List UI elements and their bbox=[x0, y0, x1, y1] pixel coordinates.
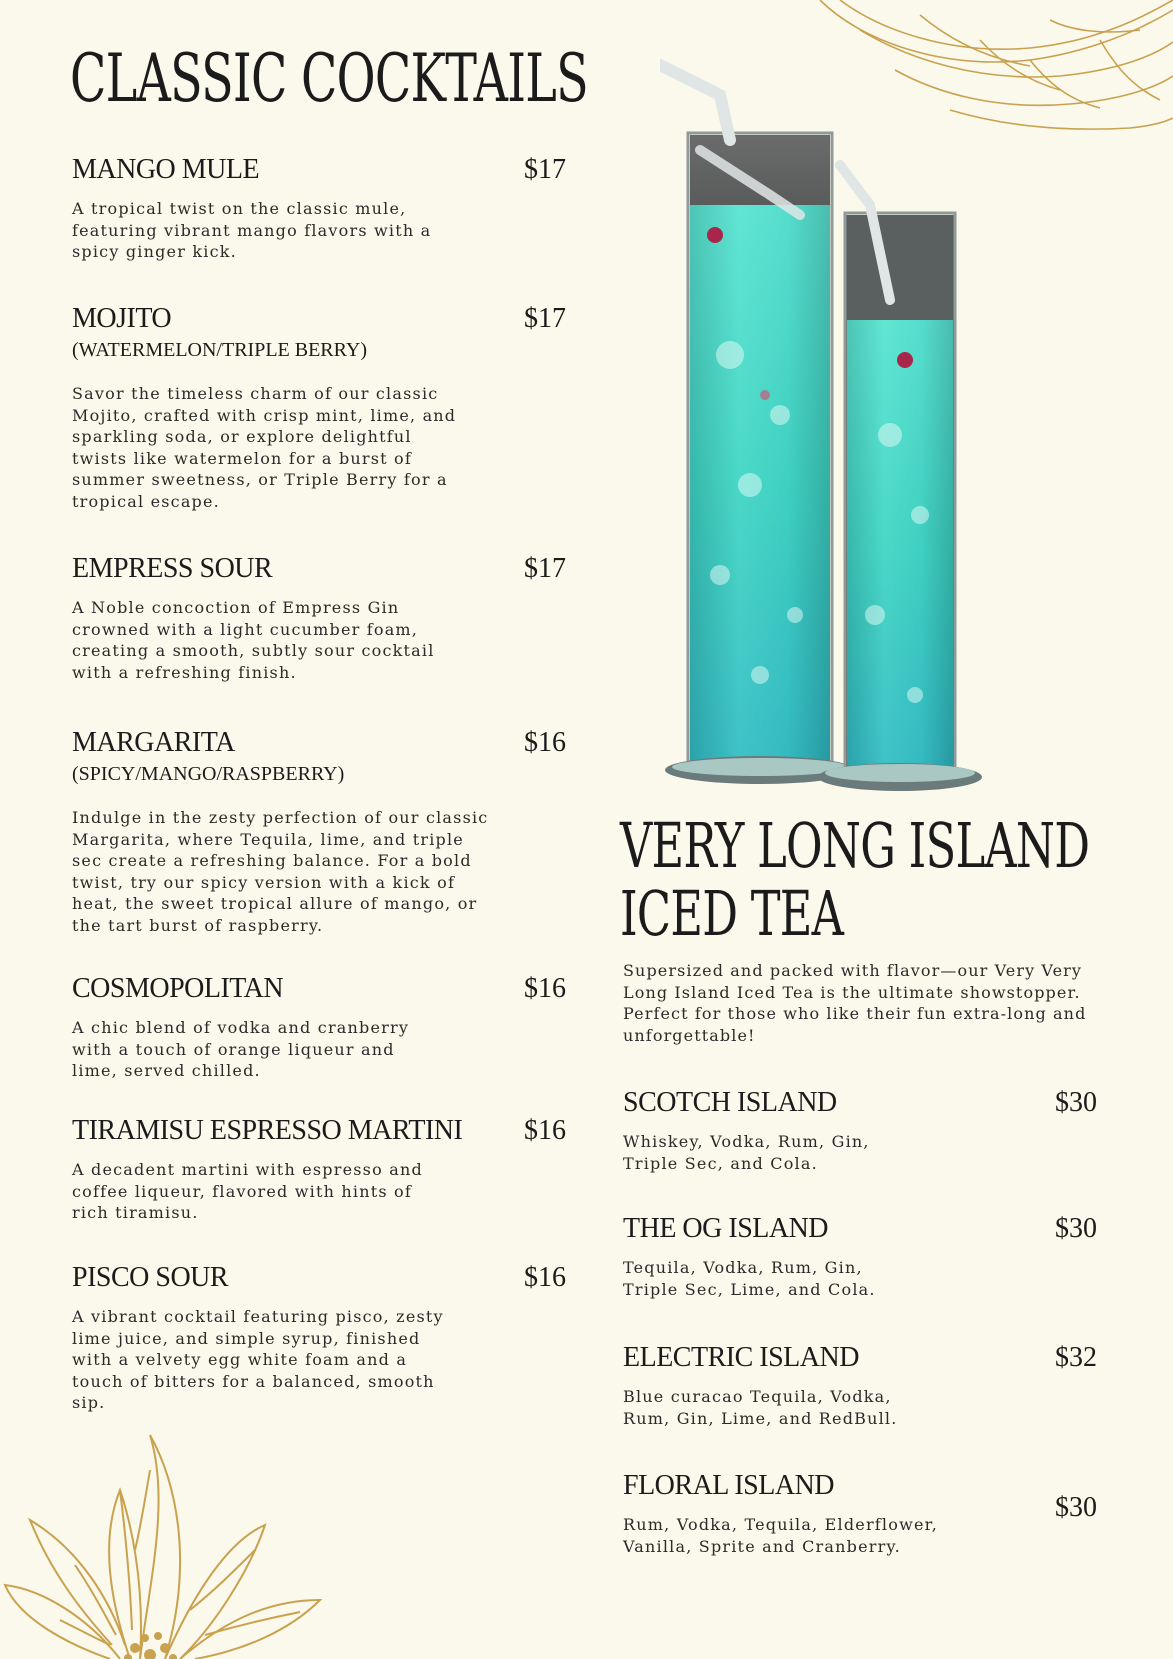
cocktail-glasses-photo bbox=[660, 55, 1030, 795]
item-price: $16 bbox=[524, 1115, 566, 1146]
section-title-very-long-island-iced-tea bbox=[620, 809, 1090, 950]
item-description: Blue curacao Tequila, Vodka, Rum, Gin, Lime, and RedBull. bbox=[623, 1387, 898, 1428]
title-line-2: ICED TEA bbox=[620, 877, 844, 950]
menu-item-cosmopolitan bbox=[72, 973, 566, 1082]
item-price: $17 bbox=[524, 154, 566, 185]
section-title-classic-cocktails: CLASSIC COCKTAILS bbox=[70, 40, 588, 117]
item-name: COSMOPOLITAN bbox=[72, 973, 284, 1004]
item-price: $16 bbox=[524, 727, 566, 758]
item-name: THE OG ISLAND bbox=[623, 1213, 829, 1244]
menu-item-empress-sour bbox=[72, 553, 566, 683]
item-variants: (WATERMELON/TRIPLE BERRY) bbox=[72, 339, 367, 361]
item-name: FLORAL ISLAND bbox=[623, 1470, 835, 1501]
item-description: A decadent martini with espresso and coffee liqueur, flavored with hints of rich tiramisu. bbox=[72, 1160, 423, 1222]
item-description: A Noble concoction of Empress Gin crowned with a light cucumber foam, creating a smooth, subtly sour cocktail with a refreshing finish. bbox=[72, 598, 435, 682]
menu-item-tiramisu-espresso-martini bbox=[72, 1115, 566, 1224]
item-price: $32 bbox=[1055, 1342, 1097, 1373]
item-price: $17 bbox=[524, 303, 566, 334]
item-name: EMPRESS SOUR bbox=[72, 553, 273, 584]
item-variants: (SPICY/MANGO/RASPBERRY) bbox=[72, 763, 345, 785]
flower-illustration bbox=[0, 1430, 330, 1659]
item-description: Whiskey, Vodka, Rum, Gin, Triple Sec, and Cola. bbox=[623, 1132, 870, 1173]
menu-item-scotch-island bbox=[623, 1087, 1097, 1174]
item-name: ELECTRIC ISLAND bbox=[623, 1342, 859, 1373]
menu-item-mango-mule bbox=[72, 154, 566, 263]
section-intro: Supersized and packed with flavor—our Very Very Long Island Iced Tea is the ultimate showstopper. Perfect for those who like their fun extra-long and unforgettable! bbox=[623, 961, 1087, 1045]
item-price: $30 bbox=[1055, 1087, 1097, 1118]
item-name: TIRAMISU ESPRESSO MARTINI bbox=[72, 1115, 463, 1146]
item-price: $16 bbox=[524, 1262, 566, 1293]
item-price: $16 bbox=[524, 973, 566, 1004]
item-price: $30 bbox=[1055, 1492, 1097, 1523]
item-description: Rum, Vodka, Tequila, Elderflower, Vanilla, Sprite and Cranberry. bbox=[623, 1515, 939, 1556]
item-description: Tequila, Vodka, Rum, Gin, Triple Sec, Lime, and Cola. bbox=[623, 1258, 876, 1299]
item-description: A vibrant cocktail featuring pisco, zesty lime juice, and simple syrup, finished with a velvety egg white foam and a touch of bitters for a balanced, smooth sip. bbox=[72, 1307, 444, 1412]
menu-item-electric-island bbox=[623, 1342, 1097, 1429]
item-name: PISCO SOUR bbox=[72, 1262, 229, 1293]
menu-item-the-og-island bbox=[623, 1213, 1097, 1300]
title-line-1: VERY LONG ISLAND bbox=[620, 809, 1090, 882]
menu-item-floral-island bbox=[623, 1470, 1097, 1557]
item-description: A tropical twist on the classic mule, featuring vibrant mango flavors with a spicy ginger kick. bbox=[72, 199, 432, 261]
menu-item-pisco-sour bbox=[72, 1262, 566, 1414]
item-price: $17 bbox=[524, 553, 566, 584]
item-description: Savor the timeless charm of our classic Mojito, crafted with crisp mint, lime, and sparkling soda, or explore delightful twists like watermelon for a burst of summer sweetness, or Triple Berry for a tropical escape. bbox=[72, 384, 457, 511]
item-name: MOJITO bbox=[72, 303, 172, 334]
item-price: $30 bbox=[1055, 1213, 1097, 1244]
item-name: MARGARITA bbox=[72, 727, 235, 758]
item-name: SCOTCH ISLAND bbox=[623, 1087, 837, 1118]
item-description: A chic blend of vodka and cranberry with a touch of orange liqueur and lime, served chilled. bbox=[72, 1018, 410, 1080]
item-name: MANGO MULE bbox=[72, 154, 260, 185]
menu-item-margarita bbox=[72, 727, 566, 936]
item-description: Indulge in the zesty perfection of our classic Margarita, where Tequila, lime, and triple sec create a refreshing balance. For a bold twist, try our spicy version with a kick of heat, the sweet tropical allure of mango, or the tart burst of raspberry. bbox=[72, 808, 489, 935]
menu-item-mojito bbox=[72, 303, 566, 512]
